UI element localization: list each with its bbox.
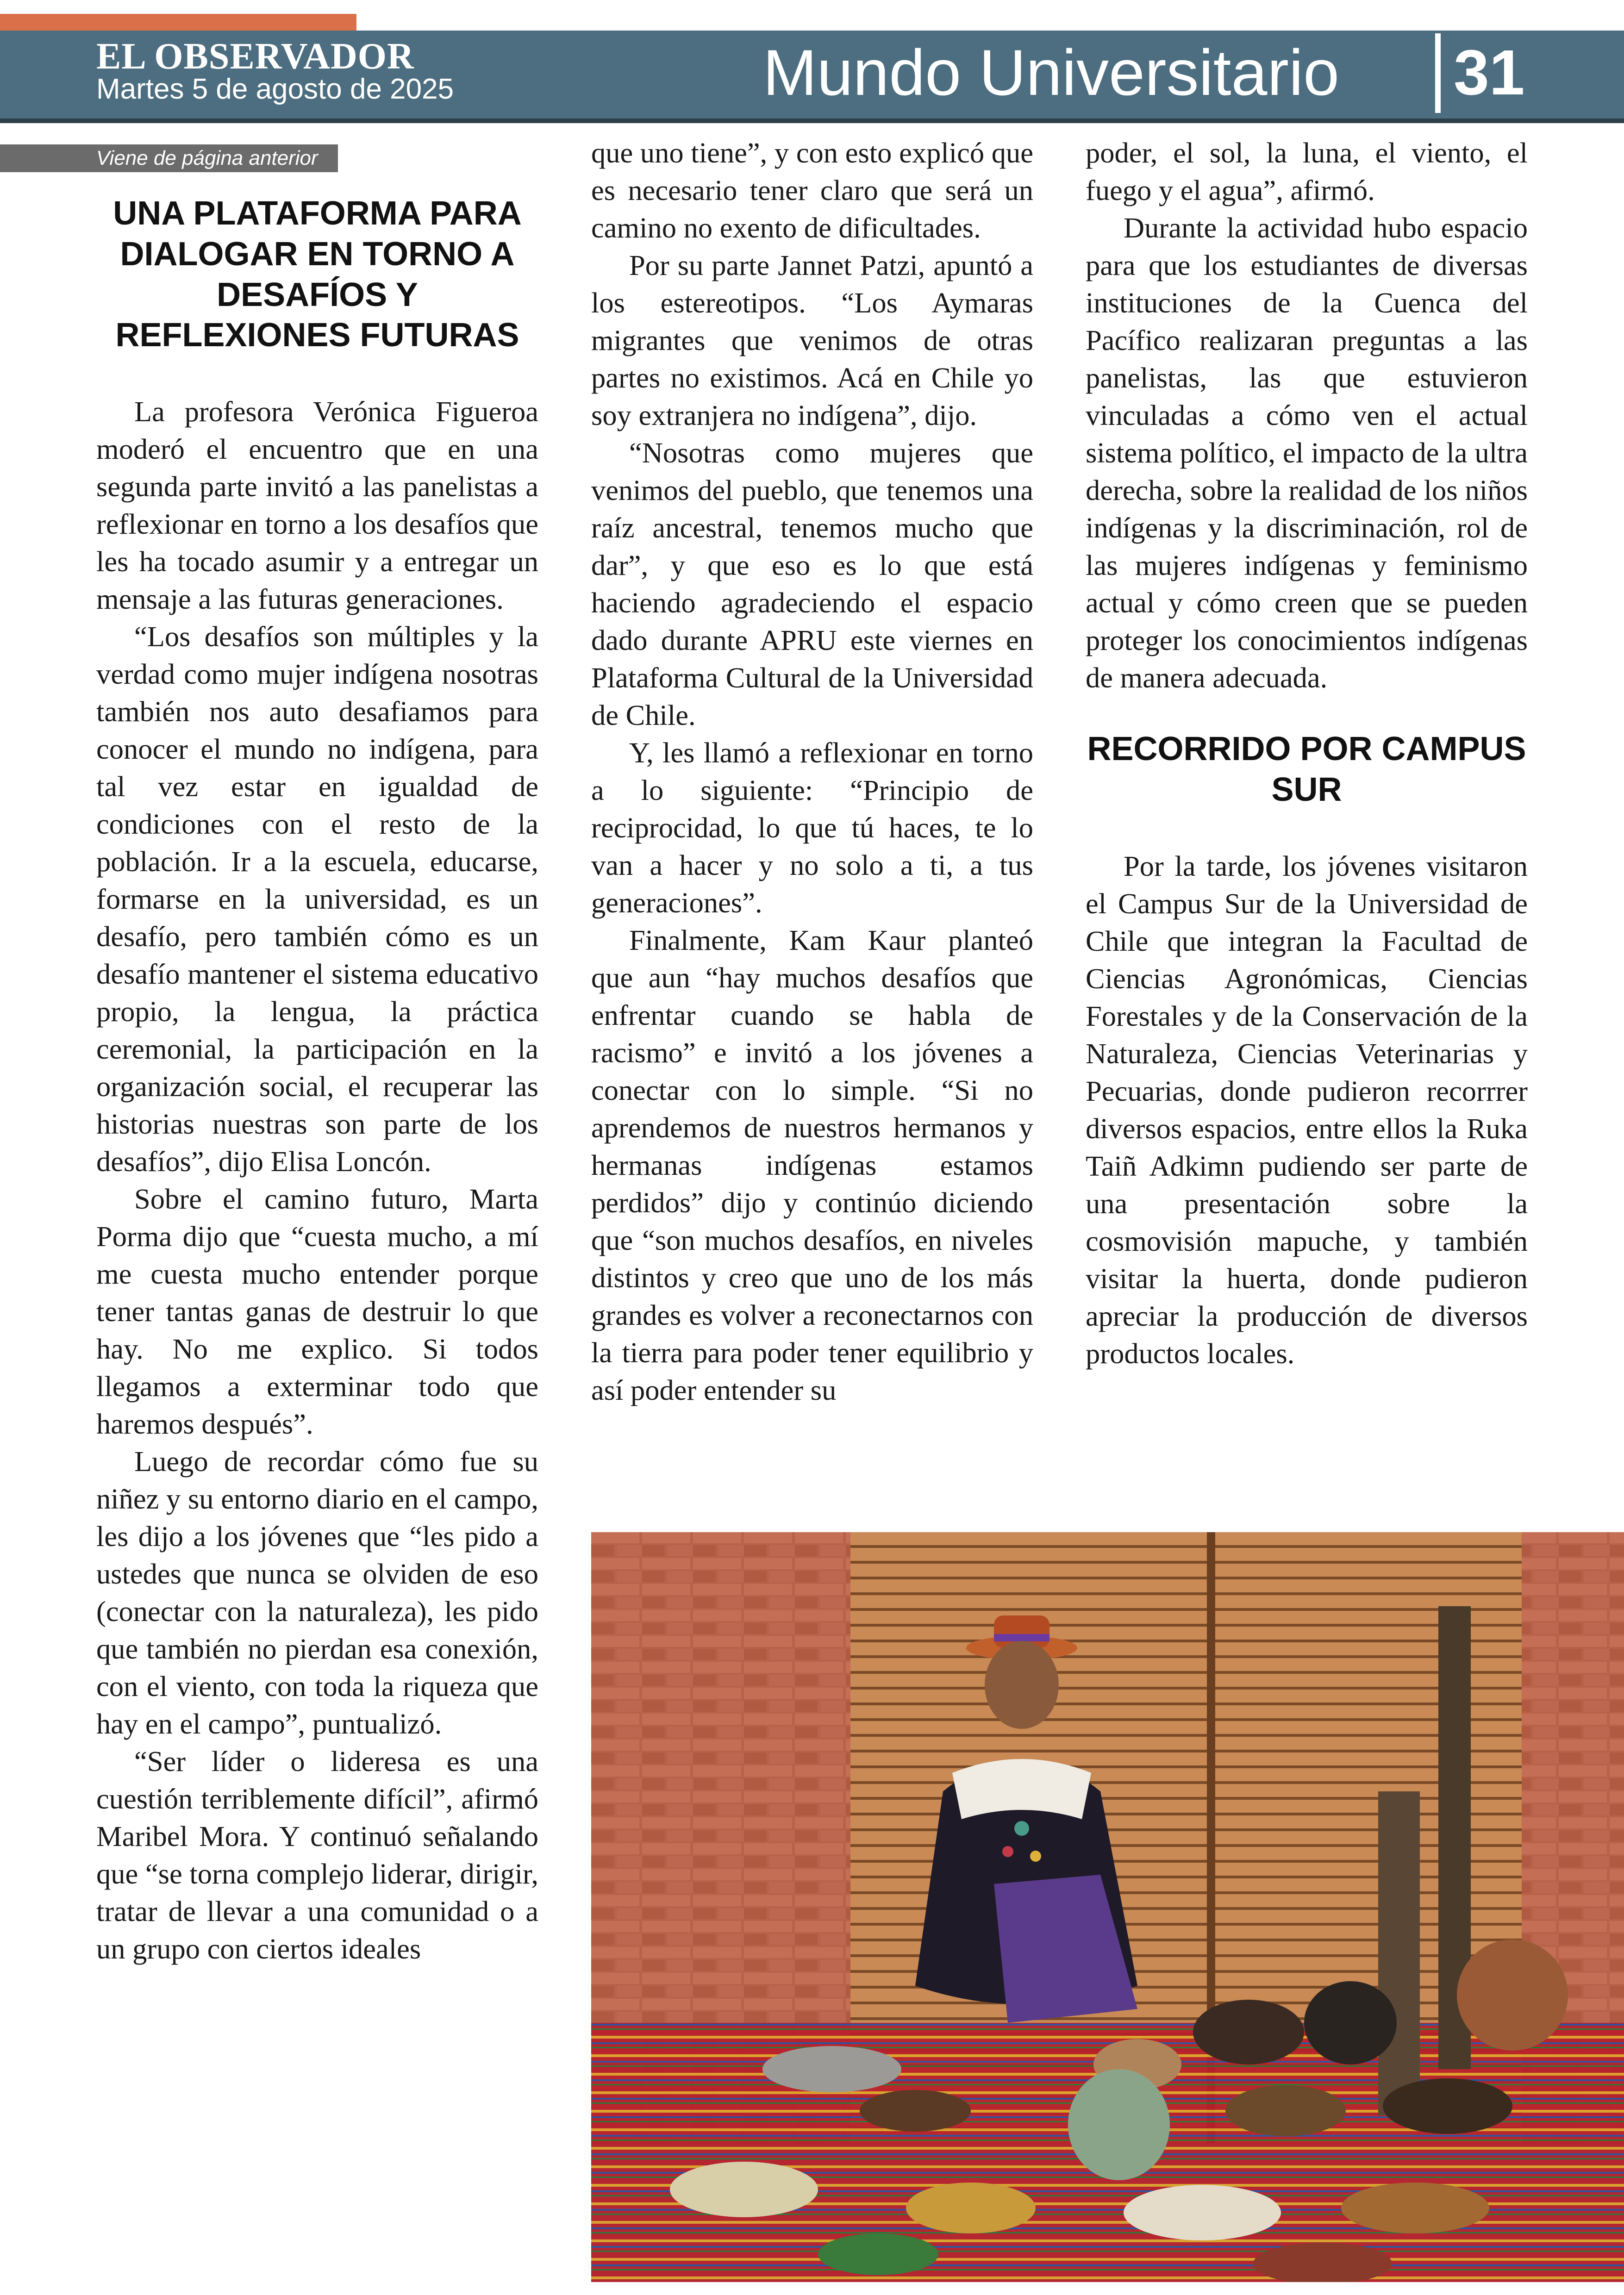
- issue-date: Martes 5 de agosto de 2025: [96, 73, 454, 105]
- paragraph: Finalmente, Kam Kaur planteó que aun “hay muchos desafíos que enfrentar cuando se habla de racismo” e invitó a los jóvenes a conectar con lo simple. “Si no aprendemos de nuestros hermanos y hermanas indígenas estamos perdidos” dijo y continúo diciendo que “son muchos desafíos, en niveles distintos y creo que uno de los más grandes es volver a reconectarnos con la tierra para poder tener equilibrio y así poder entender su: [591, 924, 1033, 1406]
- paragraph-continued: poder, el sol, la luna, el viento, el fuego y el agua”, afirmó.: [1086, 137, 1528, 206]
- section-title: Mundo Universitario: [763, 36, 1339, 109]
- paragraph-continued: que uno tiene”, y con esto explicó que es necesario tener claro que será un camino no exento de dificultades.: [591, 137, 1033, 244]
- photo-illustration: [591, 1532, 1624, 2282]
- paragraph: “Nosotras como mujeres que venimos del pueblo, que tenemos una raíz ancestral, tenemos mucho que dar”, y que eso es lo que está haciendo agradeciendo el espacio dado durante APRU este viernes en Plataforma Cultural de la Universidad de Chile.: [591, 437, 1033, 731]
- paragraph: Y, les llamó a reflexionar en torno a lo siguiente: “Principio de reciprocidad, lo que tú haces, te lo van a hacer y no solo a ti, a tus generaciones”.: [591, 736, 1033, 919]
- paragraph: Por su parte Jannet Patzi, apuntó a los estereotipos. “Los Aymaras migrantes que venimos de otras partes no existimos. Acá en Chile yo soy extranjera no indígena”, dijo.: [591, 249, 1033, 431]
- header-accent-bar: [0, 14, 356, 31]
- newspaper-name: EL OBSERVADOR: [96, 36, 414, 77]
- continuation-tag: Viene de página anterior: [0, 144, 338, 172]
- paragraph: Por la tarde, los jóvenes visitaron el Campus Sur de la Universidad de Chile que integran la Facultad de Ciencias Agronómicas, Ciencias Forestales y de la Conservación de la Naturaleza, Ciencias Veterinarias y Pecuarias, donde pudieron recorrrer diversos espacios, entre ellos la Ruka Taiñ Adkimn pudiendo ser parte de una presentación sobre la cosmovisión mapuche, y también visitar la huerta, donde pudieron apreciar la producción de diversos productos locales.: [1086, 849, 1528, 1370]
- subheading: RECORRIDO POR CAMPUS SUR: [1087, 730, 1526, 808]
- header-divider: [1435, 33, 1441, 113]
- paragraph: Sobre el camino futuro, Marta Porma dijo que “cuesta mucho, a mí me cuesta mucho entender porque tener tantas ganas de destruir lo que hay. No me explico. Si todos llegamos a exterminar todo que haremos después”.: [96, 1183, 538, 1441]
- header-rule: [0, 118, 1624, 123]
- article-photo: [591, 1532, 1624, 2282]
- paragraph: “Ser líder o lideresa es una cuestión terriblemente difícil”, afirmó Maribel Mora. Y continuó señalando que “se torna complejo liderar, dirigir, tratar de llevar a una comunidad o a un grupo con ciertos ideales: [96, 1745, 538, 1965]
- paragraph: Luego de recordar cómo fue su niñez y su entorno diario en el campo, les dijo a los jóvenes que “les pido a ustedes que nunca se olviden de eso (conectar con la naturaleza), les pido que también no pierdan esa conexión, con el viento, con toda la riqueza que hay en el campo”, puntualizó.: [96, 1445, 538, 1740]
- paragraph: Durante la actividad hubo espacio para que los estudiantes de diversas instituciones de la Cuenca del Pacífico realizaran preguntas a las panelistas, las que estuvieron vinculadas a cómo ven el actual sistema político, el impacto de la ultra derecha, sobre la realidad de los niños indígenas y la discriminación, rol de las mujeres indígenas y feminismo actual y cómo creen que se pueden proteger los conocimientos indígenas de manera adecuada.: [1086, 212, 1528, 694]
- paragraph: La profesora Verónica Figueroa moderó el encuentro que en una segunda parte invitó a las panelistas a reflexionar en torno a los desafíos que les ha tocado asumir y a entregar un mensaje a las futuras generaciones.: [96, 395, 538, 616]
- article-column-2: [591, 134, 1033, 1409]
- article-column-3: [1086, 134, 1528, 1372]
- article-headline: UNA PLATAFORMA PARA DIALOGAR EN TORNO A DESAFÍOS Y REFLEXIONES FUTURAS: [113, 195, 522, 354]
- article-column-1: [96, 193, 538, 1968]
- paragraph: “Los desafíos son múltiples y la verdad como mujer indígena nosotras también nos auto desafiamos para conocer el mundo no indígena, para tal vez estar en igualdad de condiciones con el resto de la población. Ir a la escuela, educarse, formarse en la universidad, es un desafío, pero también cómo es un desafío mantener el sistema educativo propio, la lengua, la práctica ceremonial, la participación en la organización social, el recuperar las historias nuestras son parte de los desafíos”, dijo Elisa Loncón.: [96, 620, 538, 1178]
- page-number: 31: [1454, 37, 1525, 108]
